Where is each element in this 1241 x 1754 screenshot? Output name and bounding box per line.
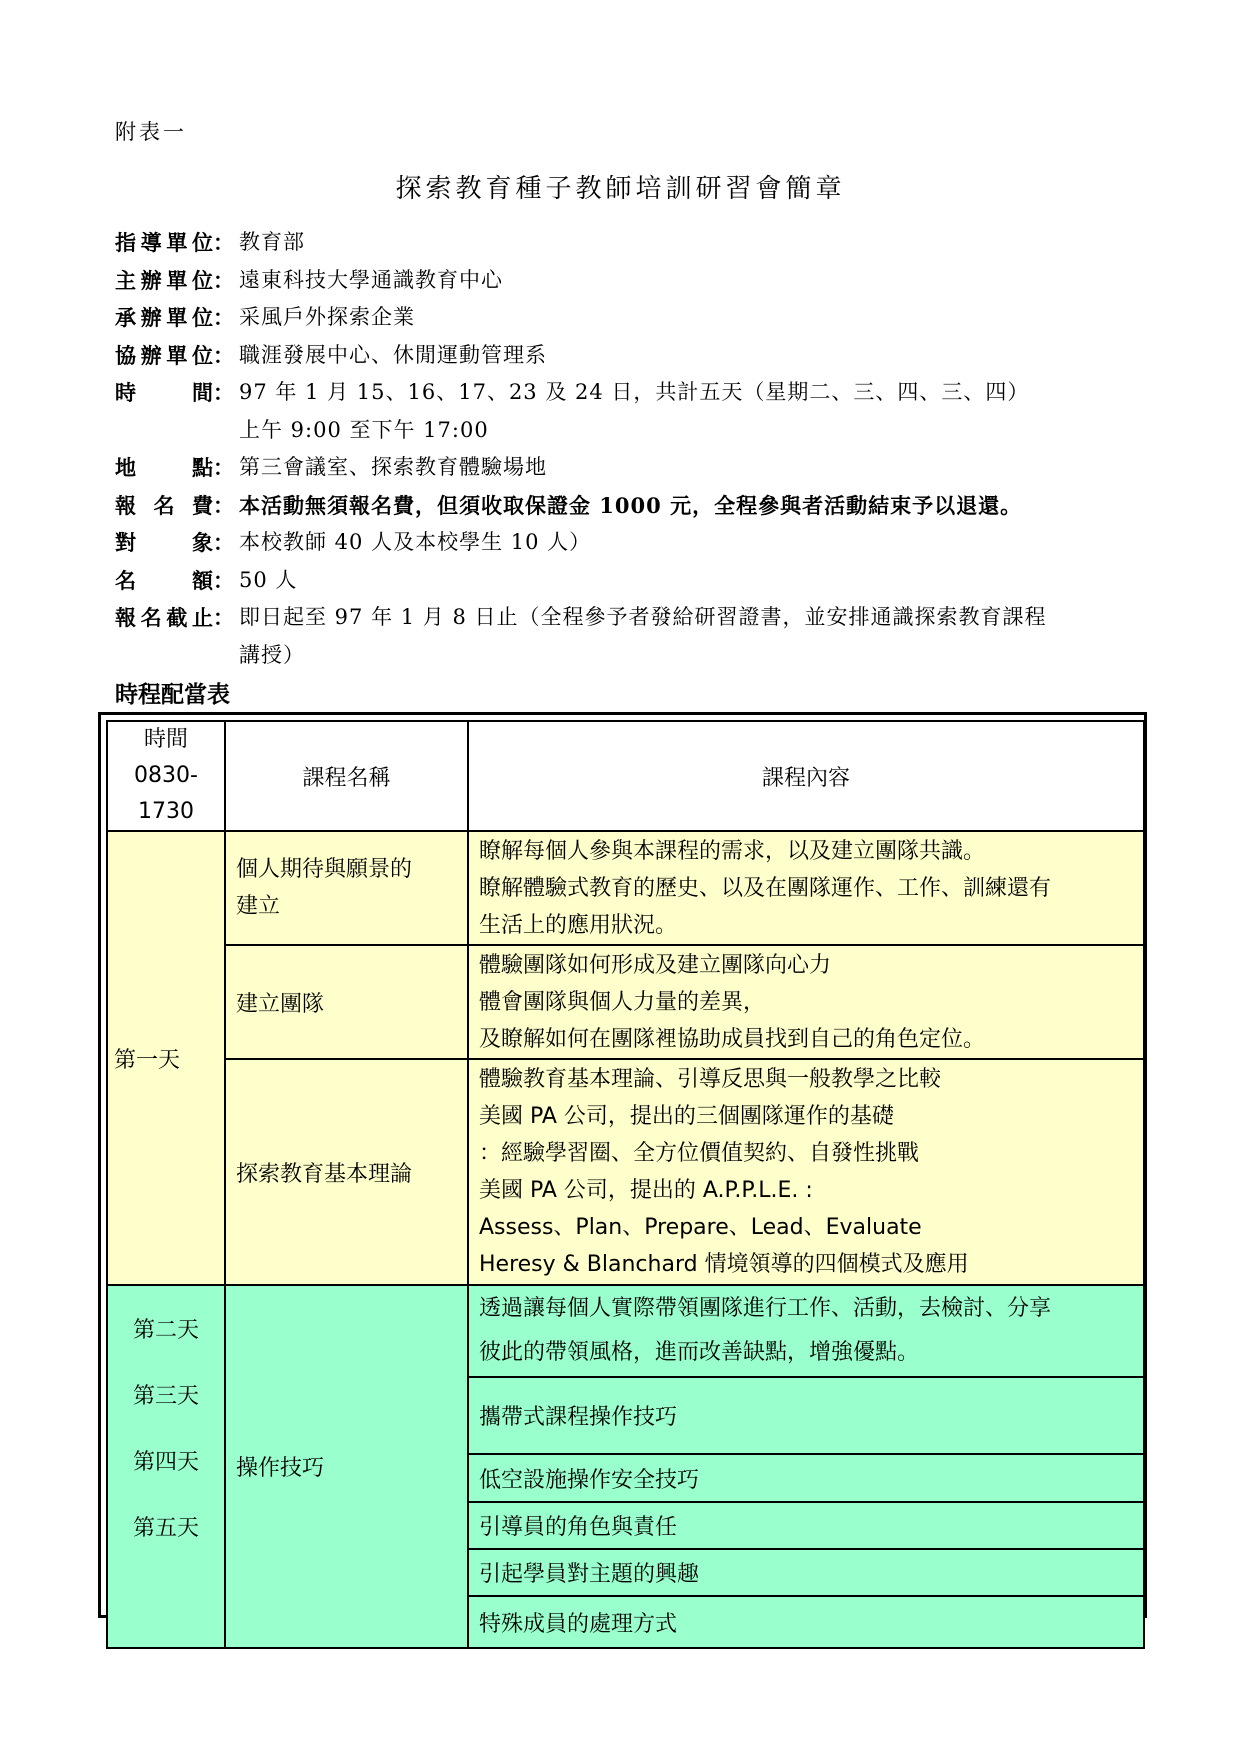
- day-cell-days2-5: [107, 1285, 225, 1648]
- info-value: 職涯發展中心、休閒運動管理系: [239, 342, 547, 367]
- colon: ：: [213, 305, 234, 330]
- info-value-cont: 講授）: [239, 642, 305, 667]
- info-value: 本活動無須報名費，但須收取保證金 1000 元，全程參與者活動結束予以退還。: [239, 492, 1023, 518]
- schedule-title: 時程配當表: [115, 682, 230, 708]
- info-label: 承辦單位: [115, 305, 213, 330]
- content-line: 生活上的應用狀況。: [479, 912, 678, 938]
- info-row-time-cont: [115, 412, 1165, 450]
- course-content-cell: 低空設施操作安全技巧: [468, 1454, 1144, 1502]
- info-label: 時間: [115, 380, 213, 405]
- info-row-time: [115, 374, 1165, 412]
- course-content-cell: [468, 945, 1144, 1059]
- course-name-line: 個人期待與願景的: [236, 857, 413, 882]
- colon: ：: [213, 530, 234, 555]
- table-row: [107, 831, 1144, 945]
- table-row: [107, 1285, 1144, 1377]
- content-line: 瞭解每個人參與本課程的需求，以及建立團隊共識。: [479, 838, 986, 864]
- course-content-cell: [468, 1285, 1144, 1377]
- header-time-line2: 0830-1730: [134, 763, 198, 824]
- info-label: 指導單位: [115, 230, 213, 255]
- course-content-cell: [468, 1059, 1144, 1285]
- info-value: 第三會議室、探索教育體驗場地: [239, 455, 547, 479]
- colon: ：: [213, 492, 234, 518]
- info-value: 50 人: [239, 567, 298, 592]
- course-name-line: 建立: [236, 894, 281, 919]
- header-course-content: 課程內容: [468, 721, 1144, 831]
- course-content-cell: 引起學員對主題的興趣: [468, 1549, 1144, 1596]
- day-label: 第三天: [132, 1384, 199, 1409]
- day-cell-day1: 第一天: [107, 831, 225, 1285]
- table-row: [107, 945, 1144, 1059]
- content-line: 體驗團隊如何形成及建立團隊向心力: [479, 952, 832, 978]
- info-row-deadline-cont: [115, 637, 1165, 675]
- info-row-guidance: [115, 224, 1165, 262]
- colon: ：: [213, 605, 234, 630]
- content-line: 美國 PA 公司，提出的三個團隊運作的基礎: [479, 1104, 894, 1129]
- info-label: 地點: [115, 455, 213, 480]
- day-label: 第二天: [132, 1318, 199, 1343]
- info-label: 報名截止: [115, 605, 213, 630]
- course-content-cell: 特殊成員的處理方式: [468, 1596, 1144, 1648]
- info-row-quota: [115, 562, 1165, 600]
- content-line: 瞭解體驗式教育的歷史、以及在團隊運作、工作、訓練還有: [479, 875, 1052, 901]
- day-label: 第四天: [132, 1450, 199, 1475]
- course-content-cell: 引導員的角色與責任: [468, 1502, 1144, 1549]
- info-value: 即日起至 97 年 1 月 8 日止（全程參予者發給研習證書，並安排通識探索教育課程: [239, 605, 1047, 629]
- course-name-cell: 建立團隊: [225, 945, 468, 1059]
- content-line: 透過讓每個人實際帶領團隊進行工作、活動，去檢討、分享: [479, 1296, 1052, 1321]
- colon: ：: [213, 230, 234, 255]
- schedule-table: [106, 720, 1145, 1649]
- info-label: 對象: [115, 530, 213, 555]
- info-row-organizer: [115, 262, 1165, 300]
- content-line: Heresy & Blanchard 情境領導的四個模式及應用: [479, 1252, 969, 1277]
- info-value: 本校教師 40 人及本校學生 10 人）: [239, 530, 592, 554]
- info-label: 協辦單位: [115, 342, 213, 368]
- content-line: 彼此的帶領風格，進而改善缺點，增強優點。: [479, 1340, 920, 1365]
- content-line: 體驗教育基本理論、引導反思與一般教學之比較: [479, 1067, 942, 1092]
- info-row-contractor: [115, 299, 1165, 337]
- schedule-table-frame: [98, 712, 1147, 1637]
- course-content-cell: 攜帶式課程操作技巧: [468, 1377, 1144, 1454]
- info-value: 97 年 1 月 15、16、17、23 及 24 日，共計五天（星期二、三、四、三、四）: [239, 380, 1030, 404]
- info-row-place: [115, 449, 1165, 487]
- info-label: 主辦單位: [115, 267, 213, 293]
- content-line: 及瞭解如何在團隊裡協助成員找到自己的角色定位。: [479, 1026, 986, 1052]
- table-header-row: [107, 721, 1144, 831]
- appendix-label: 附表一: [115, 120, 187, 144]
- info-label: 報名費: [115, 492, 213, 518]
- content-line: 美國 PA 公司，提出的 A.P.P.L.E. :: [479, 1178, 813, 1203]
- document-title: 探索教育種子教師培訓研習會簡章: [395, 174, 846, 204]
- table-row: [107, 1059, 1144, 1285]
- info-value-cont: 上午 9:00 至下午 17:00: [239, 417, 489, 442]
- info-value: 采風戶外探索企業: [239, 305, 415, 329]
- day-label: 第五天: [132, 1516, 199, 1541]
- info-row-deadline: [115, 599, 1165, 637]
- info-row-co-organizer: [115, 337, 1165, 375]
- content-line: ：經驗學習圈、全方位價值契約、自發性挑戰: [479, 1141, 920, 1166]
- course-content-cell: [468, 831, 1144, 945]
- content-line: Assess、Plan、Prepare、Lead、Evaluate: [479, 1215, 922, 1240]
- colon: ：: [213, 380, 234, 405]
- info-value: 遠東科技大學通識教育中心: [239, 267, 503, 292]
- header-course-name: 課程名稱: [225, 721, 468, 831]
- colon: ：: [213, 342, 234, 368]
- course-name-cell: [225, 831, 468, 945]
- colon: ：: [213, 455, 234, 480]
- header-time: [107, 721, 225, 831]
- course-name-cell: 操作技巧: [225, 1285, 468, 1648]
- colon: ：: [213, 267, 234, 293]
- header-time-line1: 時間: [143, 727, 188, 752]
- info-row-fee: [115, 487, 1165, 525]
- info-row-target: [115, 524, 1165, 562]
- info-value: 教育部: [239, 230, 305, 254]
- info-section: [115, 224, 1165, 674]
- course-name-cell: 探索教育基本理論: [225, 1059, 468, 1285]
- content-line: 體會團隊與個人力量的差異，: [479, 989, 766, 1015]
- info-label: 名額: [115, 567, 213, 593]
- colon: ：: [213, 567, 234, 593]
